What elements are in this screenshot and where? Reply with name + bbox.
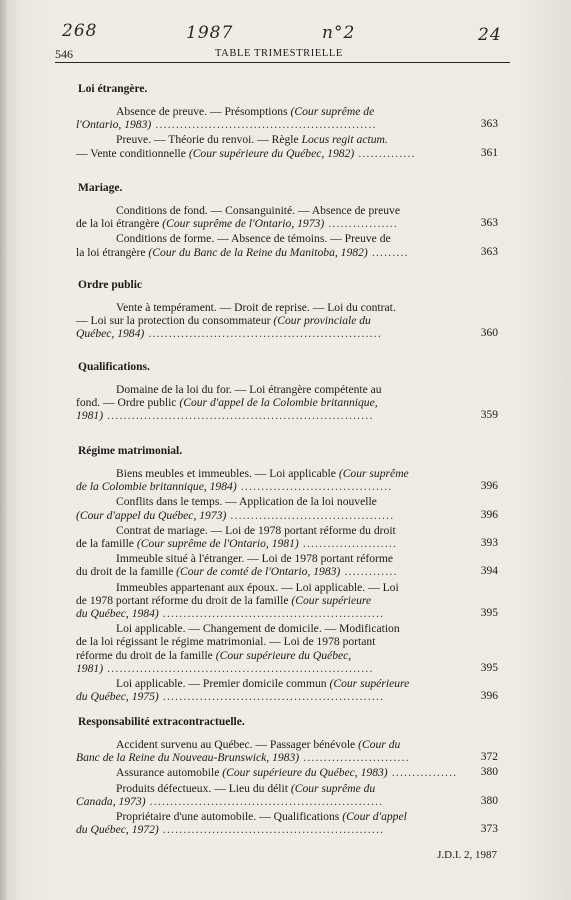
entry-page-number: 396 xyxy=(480,508,498,521)
entry-line: Contrat de mariage. — Loi de 1978 portant réforme du droit xyxy=(116,523,396,537)
entry-page-number: 363 xyxy=(480,217,498,230)
index-section xyxy=(76,716,496,838)
journal-footer: J.D.I. 2, 1987 xyxy=(437,849,497,861)
page-number: 546 xyxy=(55,47,73,61)
index-section xyxy=(76,279,496,343)
entry-page-number: 373 xyxy=(480,823,498,836)
leader-dots: .......................... xyxy=(299,751,410,765)
leader-dots: ...................................................... xyxy=(158,607,385,621)
entry-line: Biens meubles et immeubles. — Loi applicable (Cour suprême xyxy=(116,467,409,480)
entry-page-number: 363 xyxy=(480,118,498,131)
leader-dots: ......................................................... xyxy=(144,327,382,341)
entry-page-number: 360 xyxy=(480,327,498,340)
entry-line: Immeuble situé à l'étranger. — Loi de 1978 portant réforme xyxy=(116,552,394,566)
entry-line: Conflits dans le temps. — Application de la loi nouvelle xyxy=(116,495,377,509)
index-entry xyxy=(76,301,496,341)
index-section xyxy=(76,445,496,705)
entry-page-number: 396 xyxy=(480,480,498,493)
index-entry xyxy=(76,133,496,159)
entry-line: de la Colombie britannique, 1984) ..................................... 396 xyxy=(76,480,498,494)
entry-line: de 1978 portant réforme du droit de la famille (Cour supérieure xyxy=(76,593,372,607)
entry-line: Loi applicable. — Premier domicile commun (Cour supérieure xyxy=(116,677,410,691)
handwritten-note-year: 1987 xyxy=(186,23,234,43)
entry-line: Canada, 1973) ......................................................... 380 xyxy=(76,794,498,808)
section-title: Mariage. xyxy=(78,182,123,194)
entry-line: — Loi sur la protection du consommateur (Cour provinciale du xyxy=(76,314,371,328)
entry-line: du Québec, 1984) ...................................................... 395 xyxy=(76,607,498,621)
binding-shadow xyxy=(0,0,8,900)
index-entry xyxy=(76,677,496,703)
leader-dots: ......... xyxy=(367,245,409,259)
index-section xyxy=(76,361,496,425)
entry-line: Domaine de la loi du for. — Loi étrangère compétente au xyxy=(116,383,382,396)
section-title: Ordre public xyxy=(78,279,143,291)
section-title: Loi étrangère. xyxy=(78,83,148,95)
leader-dots: ......................................................... xyxy=(145,794,384,808)
entry-line: (Cour d'appel du Québec, 1973) ........................................ 396 xyxy=(76,508,498,522)
entry-page-number: 359 xyxy=(480,409,498,422)
index-entry xyxy=(76,383,496,423)
index-entry xyxy=(76,810,496,836)
index-entry xyxy=(76,581,496,621)
entry-line: Québec, 1984) ......................................................... 360 xyxy=(76,327,498,341)
entry-line: Accident survenu au Québec. — Passager bénévole (Cour du xyxy=(116,738,401,751)
leader-dots: ...................................................... xyxy=(158,690,385,704)
entry-line: Absence de preuve. — Présomptions (Cour suprême de xyxy=(116,105,375,118)
entry-line: 1981) ................................................................. 359 xyxy=(76,409,498,423)
entry-line: Produits défectueux. — Lieu du délit (Cour suprême du xyxy=(116,781,376,795)
leader-dots: .............. xyxy=(354,146,416,160)
index-section xyxy=(76,83,496,162)
entry-page-number: 393 xyxy=(480,537,498,550)
entry-line: réforme du droit de la famille (Cour supérieure du Québec, xyxy=(76,648,352,662)
leader-dots: ...................................................... xyxy=(158,823,385,837)
running-title: TABLE TRIMESTRIELLE xyxy=(215,48,343,59)
entry-page-number: 394 xyxy=(480,565,498,578)
entry-page-number: 380 xyxy=(480,766,498,779)
index-entry xyxy=(76,232,496,258)
index-entry xyxy=(76,467,496,493)
page-header xyxy=(55,44,510,63)
entry-page-number: 361 xyxy=(480,146,498,159)
leader-dots: ................................................................. xyxy=(103,409,374,423)
index-entry xyxy=(76,495,496,521)
leader-dots: ................................................................. xyxy=(103,661,374,675)
section-title: Qualifications. xyxy=(78,361,150,373)
index-section xyxy=(76,182,496,261)
section-title: Régime matrimonial. xyxy=(78,445,183,457)
leader-dots: ...................................................... xyxy=(151,118,377,132)
entry-page-number: 363 xyxy=(480,245,498,258)
leader-dots: ................ xyxy=(387,766,458,780)
entry-line: l'Ontario, 1983) ...................................................... 363 xyxy=(76,118,498,132)
leader-dots: ....................... xyxy=(298,537,398,551)
entry-page-number: 372 xyxy=(480,751,498,764)
entry-page-number: 396 xyxy=(480,690,498,703)
index-entry xyxy=(76,524,496,550)
section-title: Responsabilité extracontractuelle. xyxy=(78,716,245,728)
leader-dots: ................. xyxy=(324,217,398,231)
entry-line: fond. — Ordre public (Cour d'appel de la Colombie britannique, xyxy=(76,396,378,410)
handwritten-note-issue: n°2 xyxy=(322,23,356,43)
entry-line: Banc de la Reine du Nouveau-Brunswick, 1983) .......................... 372 xyxy=(76,751,498,765)
index-entry xyxy=(76,782,496,808)
leader-dots: ..................................... xyxy=(236,480,393,494)
entry-line: Loi applicable. — Changement de domicile. — Modification xyxy=(116,622,400,636)
leader-dots: ........................................ xyxy=(226,508,395,522)
leader-dots: ............. xyxy=(340,565,398,579)
entry-line: du Québec, 1972) ...................................................... 373 xyxy=(76,823,498,837)
index-entry xyxy=(76,105,496,131)
entry-line: de la famille (Cour suprême de l'Ontario, 1981) ....................... 393 xyxy=(76,537,498,551)
entry-line: du droit de la famille (Cour de comté de l'Ontario, 1983) ............. 394 xyxy=(76,565,498,579)
entry-line: Propriétaire d'une automobile. — Qualifications (Cour d'appel xyxy=(116,810,407,824)
index-entry xyxy=(76,766,496,779)
entry-line: Conditions de forme. — Absence de témoins. — Preuve de xyxy=(116,232,391,246)
handwritten-note-left: 268 xyxy=(62,21,98,41)
index-entry xyxy=(76,622,496,675)
entry-line: de la loi étrangère (Cour suprême de l'Ontario, 1973) ................. 363 xyxy=(76,217,498,231)
entry-line: Vente à tempérament. — Droit de reprise. — Loi du contrat. xyxy=(116,301,396,314)
entry-page-number: 395 xyxy=(480,661,498,674)
entry-line: Assurance automobile (Cour supérieure du Québec, 1983) ................ 380 xyxy=(116,766,498,780)
entry-line: la loi étrangère (Cour du Banc de la Reine du Manitoba, 1982) ......... 363 xyxy=(76,245,498,259)
entry-page-number: 395 xyxy=(480,607,498,620)
index-entry xyxy=(76,552,496,578)
index-entry xyxy=(76,204,496,230)
entry-line: du Québec, 1975) ...................................................... 396 xyxy=(76,690,498,704)
entry-line: — Vente conditionnelle (Cour supérieure du Québec, 1982) .............. 361 xyxy=(76,146,498,160)
entry-line: Immeubles appartenant aux époux. — Loi applicable. — Loi xyxy=(116,580,399,594)
entry-line: Preuve. — Théorie du renvoi. — Règle Locus regit actum. xyxy=(116,133,388,147)
entry-line: de la loi régissant le régime matrimonial. — Loi de 1978 portant xyxy=(76,635,376,649)
entry-page-number: 380 xyxy=(480,794,498,807)
index-entry xyxy=(76,738,496,764)
handwritten-note-right: 24 xyxy=(478,25,502,45)
entry-line: Conditions de fond. — Consanguinité. — Absence de preuve xyxy=(116,204,401,217)
entry-line: 1981) ................................................................. 395 xyxy=(76,661,498,675)
